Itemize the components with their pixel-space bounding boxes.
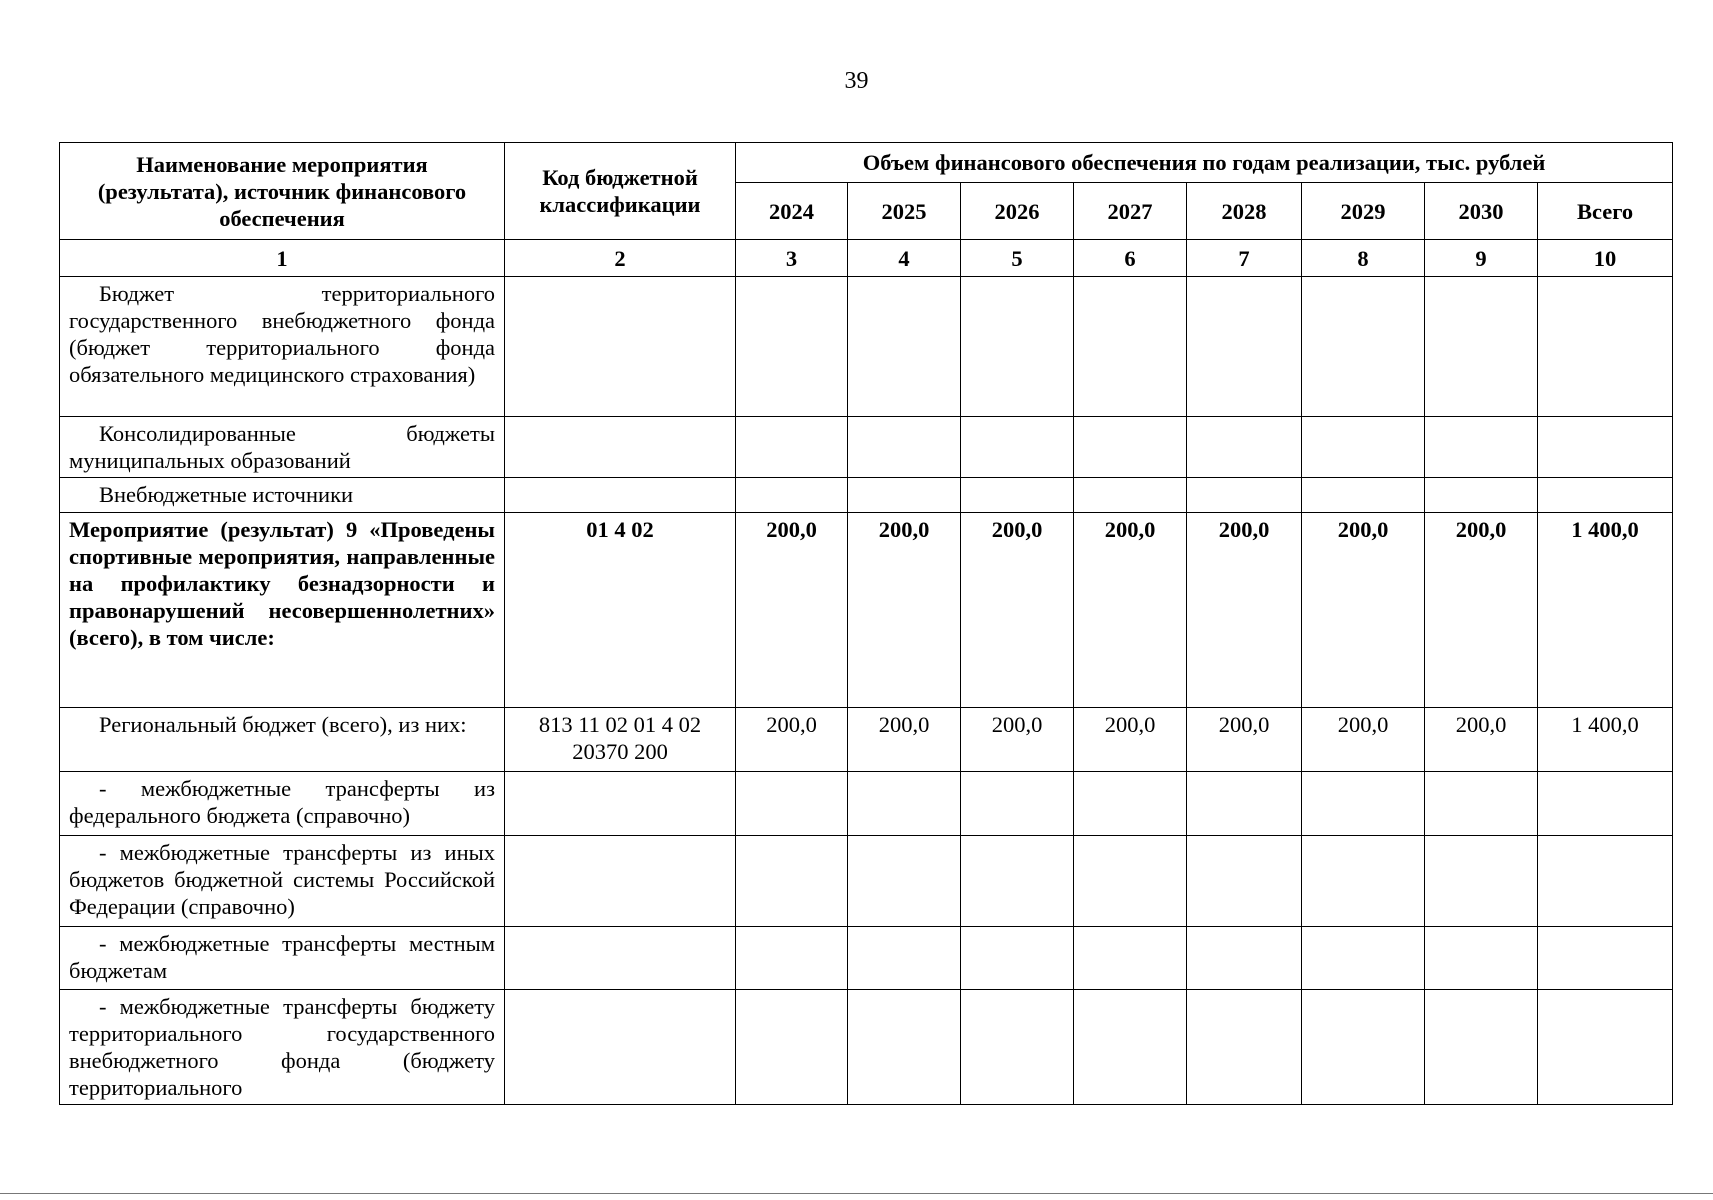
header-year: 2026 — [961, 183, 1074, 240]
row-value — [736, 772, 848, 836]
column-number: 8 — [1302, 240, 1425, 277]
row-value — [736, 277, 848, 417]
row-value — [1074, 927, 1187, 990]
row-name: Консолидированные бюджеты муниципальных образований — [60, 417, 505, 478]
header-year: 2030 — [1425, 183, 1538, 240]
row-value: 200,0 — [1302, 708, 1425, 772]
header-name: Наименование мероприятия (результата), источник финансового обеспечения — [60, 143, 505, 240]
table-row — [60, 772, 1673, 836]
row-code — [505, 478, 736, 513]
row-name: - межбюджетные трансферты местным бюджетам — [60, 927, 505, 990]
scan-edge-line — [0, 1193, 1713, 1194]
column-number: 10 — [1538, 240, 1673, 277]
row-value — [1187, 277, 1302, 417]
row-value — [961, 478, 1074, 513]
column-number: 1 — [60, 240, 505, 277]
row-value — [961, 277, 1074, 417]
row-value — [1302, 836, 1425, 927]
column-number: 7 — [1187, 240, 1302, 277]
row-value: 200,0 — [961, 513, 1074, 708]
column-number: 9 — [1425, 240, 1538, 277]
row-name: Внебюджетные источники — [60, 478, 505, 513]
row-value — [848, 927, 961, 990]
row-name: Региональный бюджет (всего), из них: — [60, 708, 505, 772]
row-value — [1302, 927, 1425, 990]
row-value — [961, 417, 1074, 478]
row-value — [961, 836, 1074, 927]
row-value — [1187, 927, 1302, 990]
row-value — [1074, 277, 1187, 417]
row-name: - межбюджетные трансферты бюджету территориального государственного внебюджетного фонда (бюджету территориального — [60, 990, 505, 1105]
row-value — [736, 836, 848, 927]
header-year: 2027 — [1074, 183, 1187, 240]
row-value: 200,0 — [1074, 513, 1187, 708]
row-value — [848, 277, 961, 417]
column-number: 6 — [1074, 240, 1187, 277]
row-code: 01 4 02 — [505, 513, 736, 708]
table-row — [60, 708, 1673, 772]
row-value: 200,0 — [1425, 708, 1538, 772]
row-code — [505, 927, 736, 990]
row-value — [1187, 990, 1302, 1105]
row-total — [1538, 927, 1673, 990]
header-code: Код бюджетной классификации — [505, 143, 736, 240]
row-value: 200,0 — [1187, 513, 1302, 708]
row-total: 1 400,0 — [1538, 513, 1673, 708]
row-value — [1074, 836, 1187, 927]
row-name: - межбюджетные трансферты из федерального бюджета (справочно) — [60, 772, 505, 836]
row-total — [1538, 990, 1673, 1105]
row-value — [736, 478, 848, 513]
row-value — [1074, 478, 1187, 513]
header-year: 2024 — [736, 183, 848, 240]
row-value — [1074, 772, 1187, 836]
row-value — [1302, 772, 1425, 836]
row-value — [848, 478, 961, 513]
row-value — [736, 990, 848, 1105]
row-name: Мероприятие (результат) 9 «Проведены спортивные мероприятия, направленные на профилактику безнадзорности и правонарушений несовершеннолетних» (всего), в том числе: — [60, 513, 505, 708]
row-value — [1187, 478, 1302, 513]
row-total — [1538, 277, 1673, 417]
header-year: 2029 — [1302, 183, 1425, 240]
row-value — [1074, 417, 1187, 478]
row-value — [1425, 836, 1538, 927]
row-name: Бюджет территориального государственного внебюджетного фонда (бюджет территориального фонда обязательного медицинского страхования) — [60, 277, 505, 417]
row-total — [1538, 478, 1673, 513]
row-total: 1 400,0 — [1538, 708, 1673, 772]
column-number: 3 — [736, 240, 848, 277]
table-row — [60, 417, 1673, 478]
row-value — [1302, 277, 1425, 417]
table-row — [60, 277, 1673, 417]
row-value: 200,0 — [736, 708, 848, 772]
table-row — [60, 836, 1673, 927]
row-value: 200,0 — [1425, 513, 1538, 708]
row-value — [848, 990, 961, 1105]
row-value — [961, 990, 1074, 1105]
row-name: - межбюджетные трансферты из иных бюджетов бюджетной системы Российской Федерации (справочно) — [60, 836, 505, 927]
row-total — [1538, 417, 1673, 478]
row-value — [848, 417, 961, 478]
table-row — [60, 927, 1673, 990]
row-value: 200,0 — [961, 708, 1074, 772]
header-year: 2028 — [1187, 183, 1302, 240]
row-value — [736, 927, 848, 990]
table-row — [60, 478, 1673, 513]
row-value: 200,0 — [1074, 708, 1187, 772]
row-total — [1538, 836, 1673, 927]
row-value — [1425, 990, 1538, 1105]
table-row — [60, 990, 1673, 1105]
row-value — [961, 927, 1074, 990]
column-number: 2 — [505, 240, 736, 277]
row-value — [1425, 772, 1538, 836]
row-code — [505, 417, 736, 478]
row-value — [848, 836, 961, 927]
row-value — [1187, 417, 1302, 478]
row-code: 813 11 02 01 4 02 20370 200 — [505, 708, 736, 772]
row-value — [961, 772, 1074, 836]
row-code — [505, 990, 736, 1105]
row-value: 200,0 — [848, 513, 961, 708]
row-value — [1425, 927, 1538, 990]
row-value — [1074, 990, 1187, 1105]
row-value — [1425, 417, 1538, 478]
row-value: 200,0 — [736, 513, 848, 708]
row-value — [1425, 277, 1538, 417]
row-value — [1302, 478, 1425, 513]
funding-table — [59, 142, 1673, 1105]
row-code — [505, 836, 736, 927]
row-value — [1302, 417, 1425, 478]
row-value — [1187, 772, 1302, 836]
row-value: 200,0 — [848, 708, 961, 772]
header-year: 2025 — [848, 183, 961, 240]
header-total: Всего — [1538, 183, 1673, 240]
row-value — [1425, 478, 1538, 513]
row-code — [505, 772, 736, 836]
header-volume: Объем финансового обеспечения по годам реализации, тыс. рублей — [736, 143, 1673, 183]
column-number: 4 — [848, 240, 961, 277]
row-value: 200,0 — [1302, 513, 1425, 708]
row-value — [848, 772, 961, 836]
row-total — [1538, 772, 1673, 836]
column-number: 5 — [961, 240, 1074, 277]
row-value: 200,0 — [1187, 708, 1302, 772]
page-number: 39 — [844, 68, 869, 94]
row-code — [505, 277, 736, 417]
table-row — [60, 513, 1673, 708]
row-value — [1302, 990, 1425, 1105]
row-value — [1187, 836, 1302, 927]
row-value — [736, 417, 848, 478]
